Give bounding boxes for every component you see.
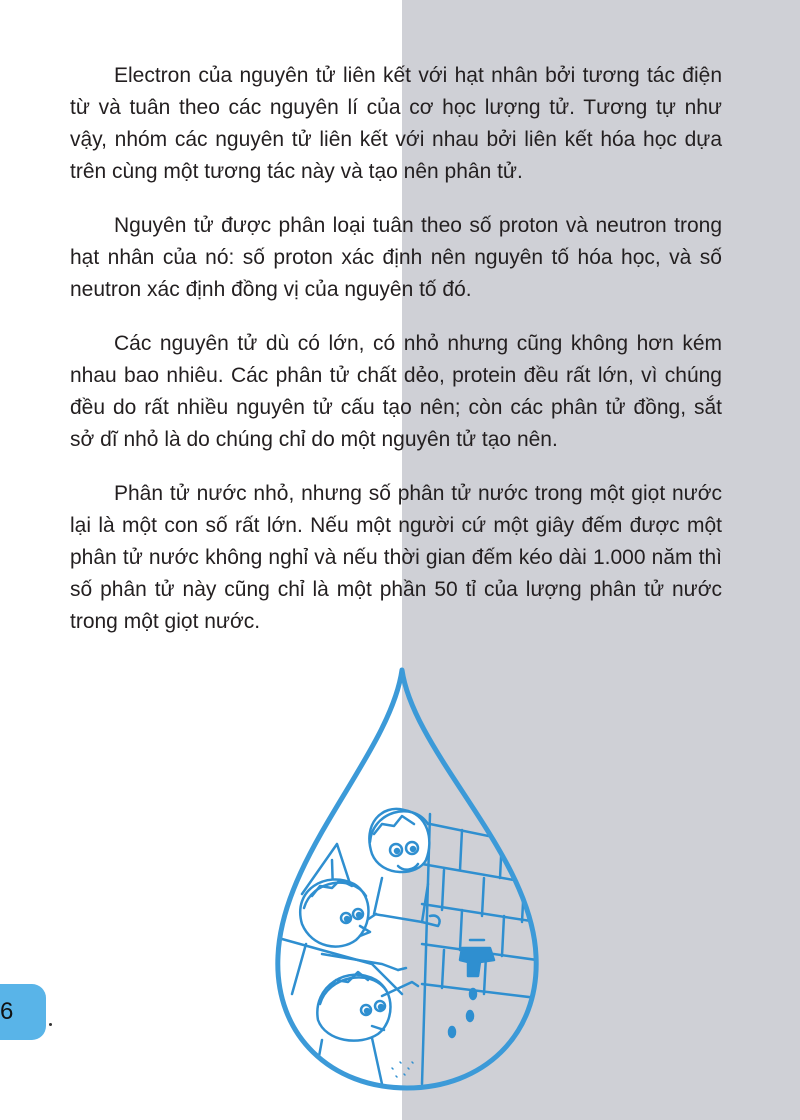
water-drop-illustration	[262, 664, 552, 1094]
paragraph-1: Electron của nguyên tử liên kết với hạt nhân bởi tương tác điện từ và tuân theo các nguyên lí của cơ học lượng tử. Tương tự như vậy, nhóm các nguyên tử liên kết với nhau bởi liên kết hóa học dựa trên cùng một tương tác này và tạo nên phân tử.	[70, 64, 722, 183]
paragraph-3: Các nguyên tử dù có lớn, có nhỏ nhưng cũng không hơn kém nhau bao nhiêu. Các phân tử chất dẻo, protein đều rất lớn, vì chúng đều do rất nhiều nguyên tử cấu tạo nên; còn các phân tử đồng, sắt sở dĩ nhỏ là do chúng chỉ do một nguyên tử tạo nên.	[70, 332, 722, 451]
tab-dot	[49, 1023, 52, 1026]
paragraph-4: Phân tử nước nhỏ, nhưng số phân tử nước trong một giọt nước lại là một con số rất lớn. Nếu một người cứ một giây đếm được một phân tử nước không nghỉ và nếu thời gian đếm kéo dài 1.000 năm thì số phân tử này cũng chỉ là một phần 50 tỉ của lượng phân tử nước trong một giọt nước.	[70, 482, 722, 633]
paragraph-2: Nguyên tử được phân loại tuân theo số proton và neutron trong hạt nhân của nó: số proton xác định nên nguyên tố hóa học, và số neutron xác định đồng vị của nguyên tố đó.	[70, 214, 722, 301]
drop-outline	[278, 670, 536, 1088]
ground-dots	[392, 1062, 413, 1077]
article-text	[70, 60, 722, 660]
page-number: 6	[0, 998, 14, 1025]
